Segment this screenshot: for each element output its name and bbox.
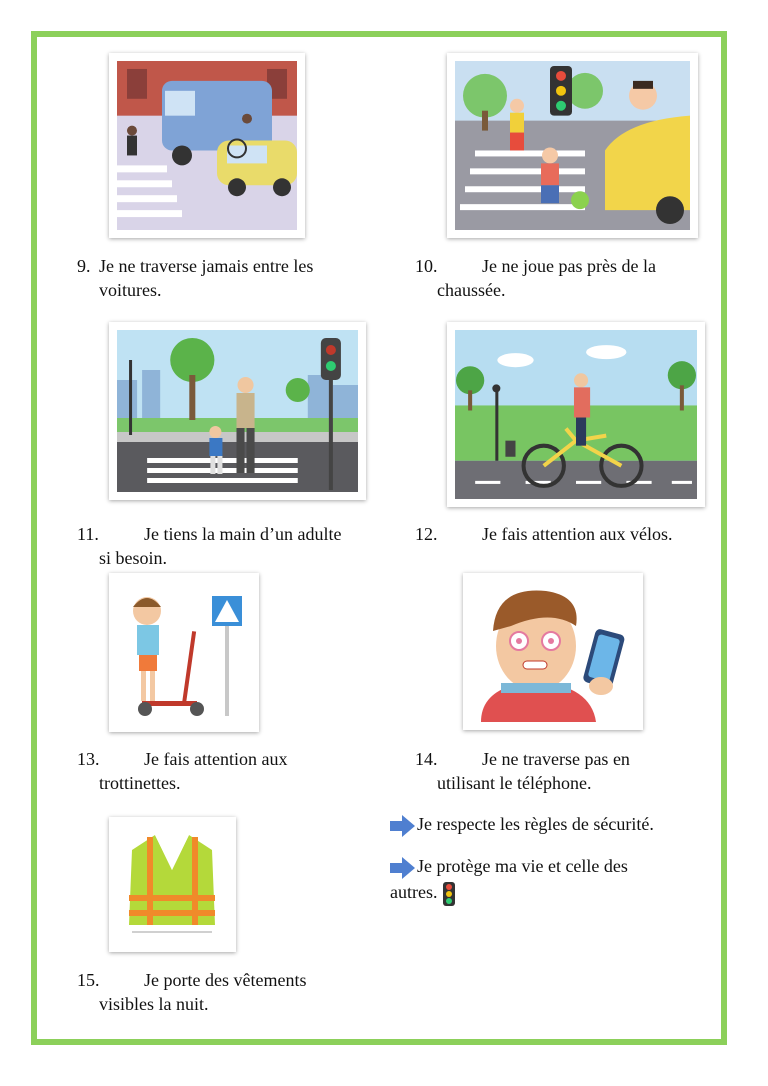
item-number: 9. [77, 256, 91, 276]
item-text-line1: Je fais attention aux vélos. [482, 524, 673, 544]
item-11 [77, 522, 397, 570]
item-text-line1: Je tiens la main d’un adulte [144, 524, 342, 544]
illustration-playing-near-road [447, 53, 698, 238]
item-text-line2: trottinettes. [99, 773, 181, 793]
item-14 [415, 747, 735, 795]
item-number: 13. [77, 749, 100, 769]
item-12 [415, 522, 735, 546]
item-text-line1: Je ne joue pas près de la [482, 256, 656, 276]
right-arrow-icon [390, 857, 415, 879]
item-15 [77, 968, 397, 1016]
rule-text-line2: autres. [390, 882, 438, 902]
rule-protect [390, 853, 730, 906]
item-number: 12. [415, 524, 438, 544]
item-text-line2: utilisant le téléphone. [437, 773, 592, 793]
item-text-line1: Je ne traverse jamais entre les [99, 256, 314, 276]
illustration-crossing-between-cars [109, 53, 305, 238]
item-9 [77, 254, 377, 302]
item-text-line2: si besoin. [99, 548, 168, 568]
item-number: 15. [77, 970, 100, 990]
item-10 [415, 254, 735, 302]
item-13 [77, 747, 397, 795]
item-text-line2: voitures. [99, 280, 162, 300]
item-number: 10. [415, 256, 438, 276]
item-text-line1: Je ne traverse pas en [482, 749, 630, 769]
rule-safety [390, 811, 730, 837]
traffic-light-icon [443, 882, 455, 906]
illustration-safety-vest [109, 817, 236, 952]
rule-text: Je respecte les règles de sécurité. [417, 814, 654, 834]
right-arrow-icon [390, 815, 415, 837]
item-text-line1: Je fais attention aux [144, 749, 288, 769]
item-text-line2: visibles la nuit. [99, 994, 209, 1014]
illustration-holding-adult-hand [109, 322, 366, 500]
illustration-scooter [109, 573, 259, 732]
illustration-phone-distraction [463, 573, 643, 730]
item-text-line2: chaussée. [437, 280, 506, 300]
item-number: 11. [77, 524, 99, 544]
item-number: 14. [415, 749, 438, 769]
illustration-bicycle [447, 322, 705, 507]
rule-text-line1: Je protège ma vie et celle des [417, 856, 628, 876]
item-text-line1: Je porte des vêtements [144, 970, 307, 990]
